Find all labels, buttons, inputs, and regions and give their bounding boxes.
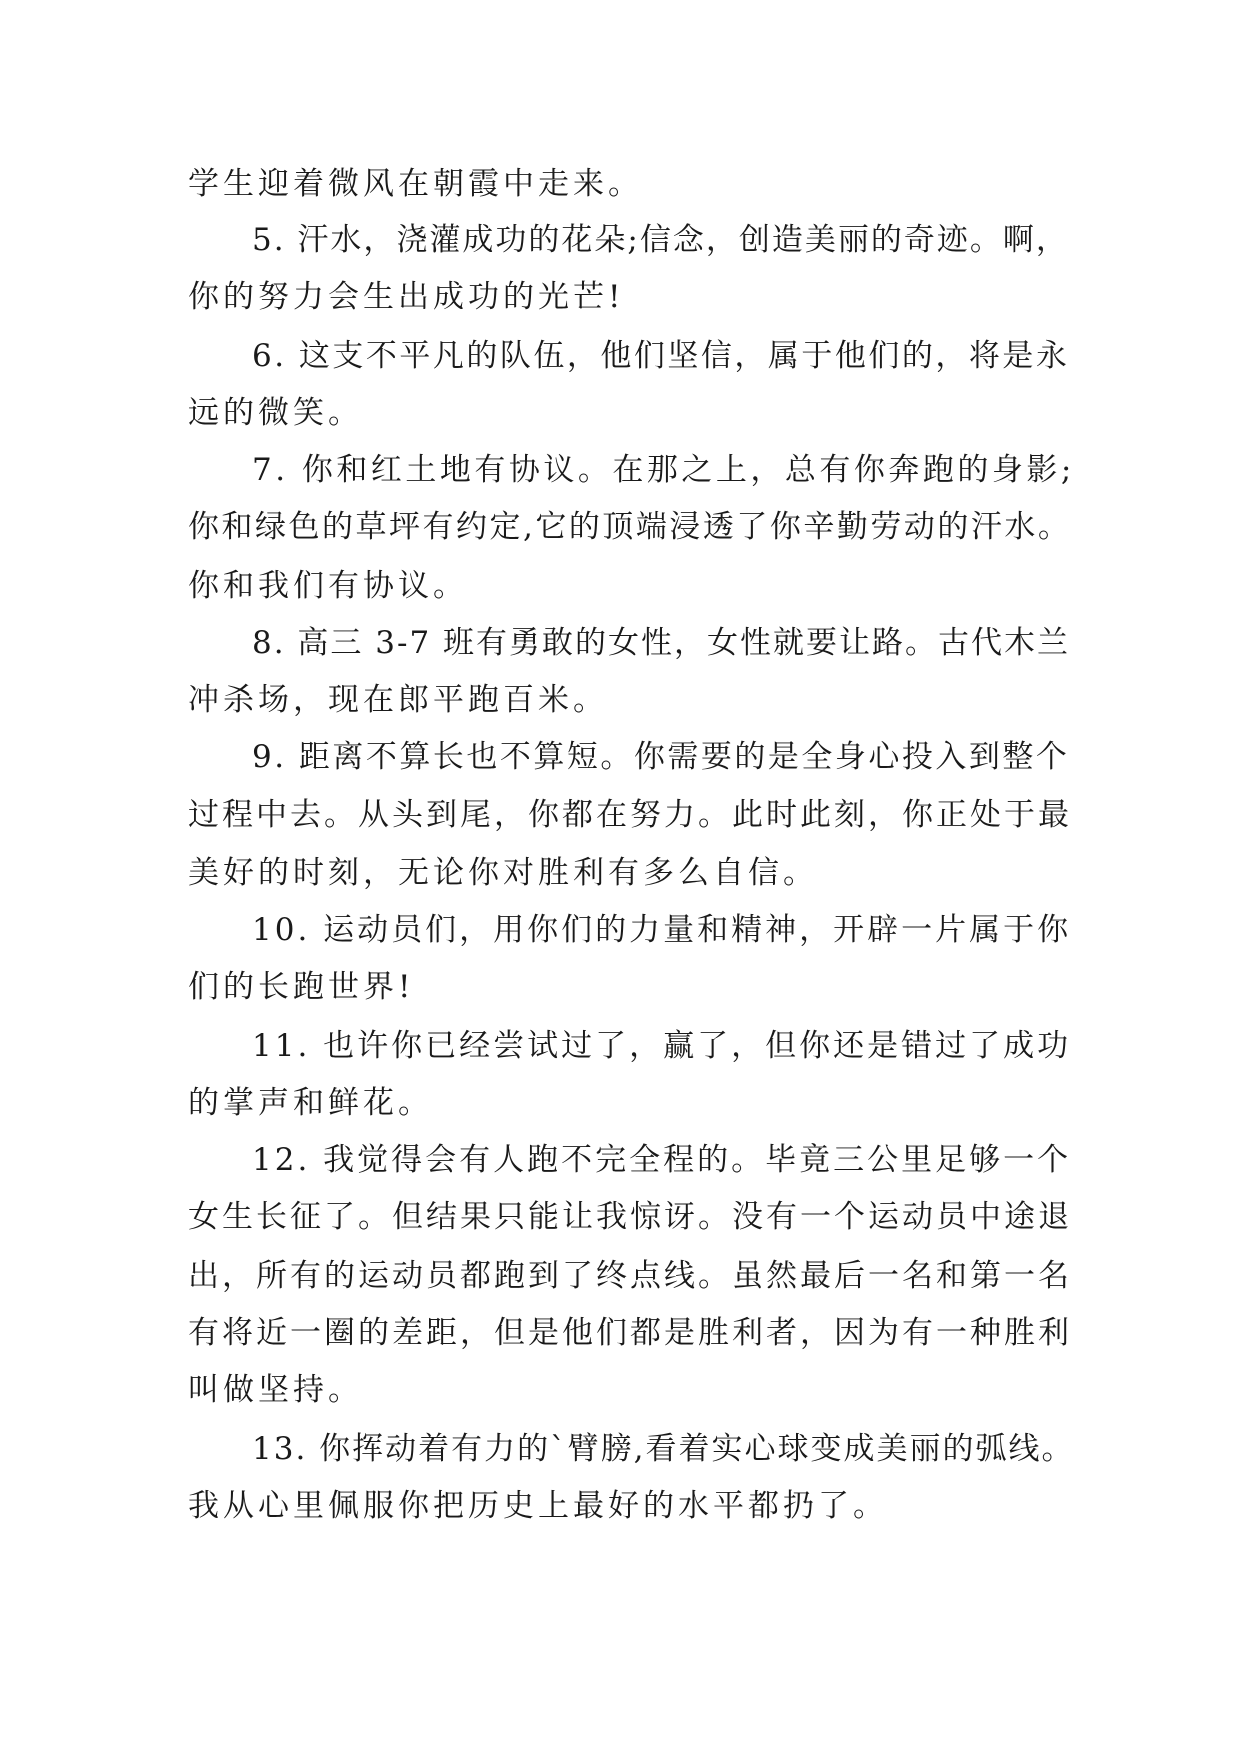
text-line: 13. 你挥动着有力的`臂膀,看着实心球变成美丽的弧线。: [252, 1431, 1075, 1467]
text-line: 出，所有的运动员都跑到了终点线。虽然最后一名和第一名: [188, 1258, 1072, 1294]
text-line: 过程中去。从头到尾，你都在努力。此时此刻，你正处于最: [188, 797, 1072, 833]
text-line: 12. 我觉得会有人跑不完全程的。毕竟三公里足够一个: [252, 1142, 1072, 1178]
text-line: 冲杀场，现在郎平跑百米。: [188, 682, 608, 718]
text-line: 叫做坚持。: [188, 1372, 363, 1408]
text-line: 的掌声和鲜花。: [188, 1085, 433, 1121]
text-line: 你和绿色的草坪有约定,它的顶端浸透了你辛勤劳动的汗水。: [188, 509, 1072, 545]
text-line: 有将近一圈的差距，但是他们都是胜利者，因为有一种胜利: [188, 1315, 1072, 1351]
text-line: 女生长征了。但结果只能让我惊讶。没有一个运动员中途退: [188, 1199, 1072, 1235]
text-line: 5. 汗水，浇灌成功的花朵;信念，创造美丽的奇迹。啊，: [252, 222, 1069, 258]
text-line: 6. 这支不平凡的队伍，他们坚信，属于他们的，将是永: [252, 338, 1070, 374]
text-line: 10. 运动员们，用你们的力量和精神，开辟一片属于你: [252, 912, 1072, 948]
text-line: 美好的时刻，无论你对胜利有多么自信。: [188, 855, 818, 891]
text-line: 你的努力会生出成功的光芒!: [188, 279, 625, 315]
text-line: 你和我们有协议。: [188, 568, 468, 604]
text-line: 7. 你和红土地有协议。在那之上，总有你奔跑的身影;: [252, 452, 1075, 488]
text-line: 我从心里佩服你把历史上最好的水平都扔了。: [188, 1488, 888, 1524]
text-line: 11. 也许你已经尝试过了，赢了，但你还是错过了成功: [252, 1028, 1072, 1064]
text-line: 们的长跑世界!: [188, 969, 415, 1005]
text-line: 8. 高三 3-7 班有勇敢的女性，女性就要让路。古代木兰: [252, 625, 1071, 661]
text-line: 远的微笑。: [188, 395, 363, 431]
text-line: 9. 距离不算长也不算短。你需要的是全身心投入到整个: [252, 739, 1070, 775]
text-line: 学生迎着微风在朝霞中走来。: [188, 166, 643, 202]
